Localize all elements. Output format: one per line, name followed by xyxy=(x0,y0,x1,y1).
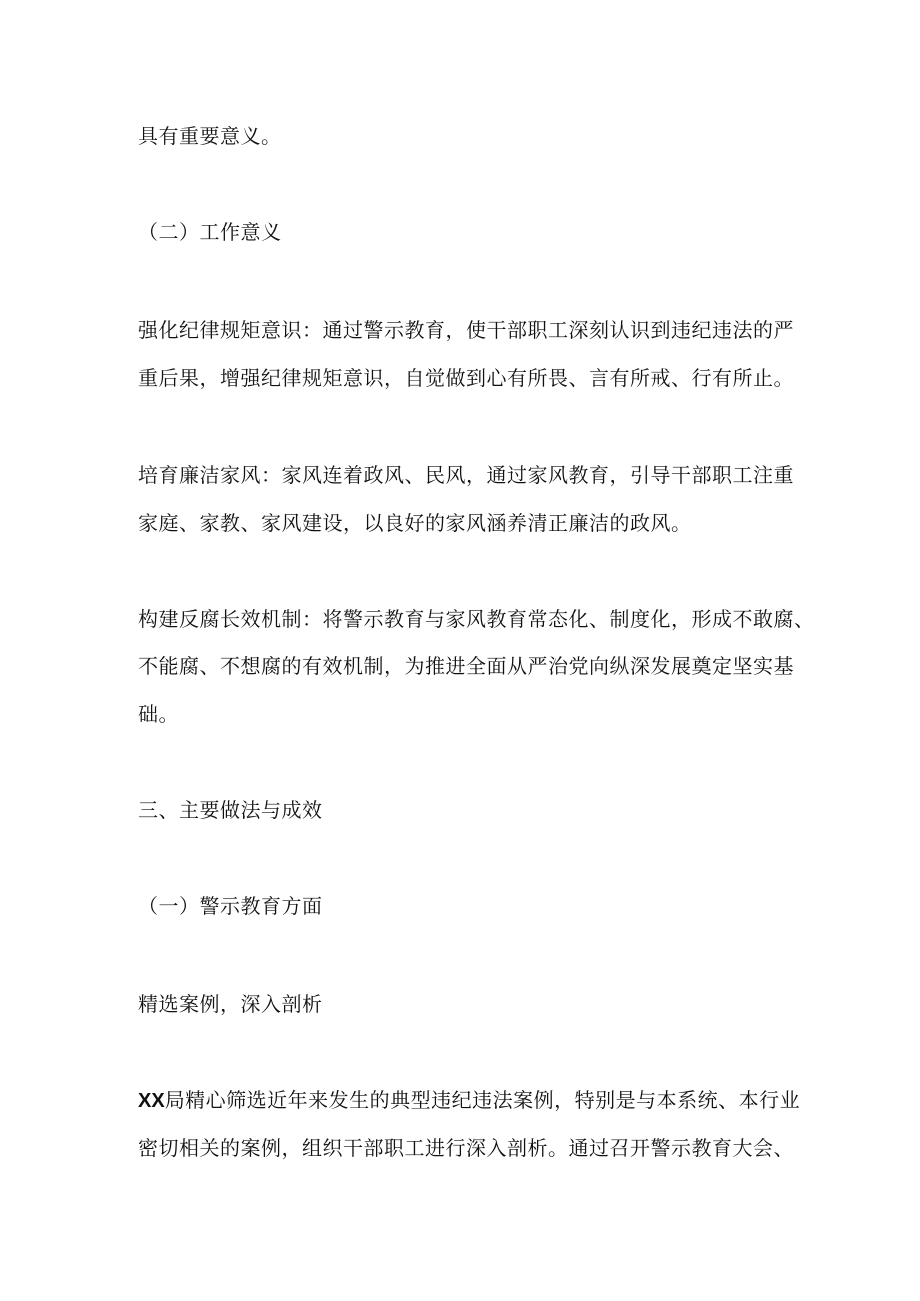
bold-lead-text: XX xyxy=(138,1090,165,1112)
subsection-heading: （二）工作意义 xyxy=(138,220,282,244)
paragraph-line: 不能腐、不想腐的有效机制，为推进全面从严治党向纵深发展奠定坚实基 xyxy=(138,654,794,678)
paragraph-line: 具有重要意义。 xyxy=(138,124,282,148)
paragraph-text: 局精心筛选近年来发生的典型违纪违法案例，特别是与本系统、本行业 xyxy=(164,1088,801,1112)
paragraph-line: 础。 xyxy=(138,702,179,726)
paragraph-line: 家庭、家教、家风建设，以良好的家风涵养清正廉洁的政风。 xyxy=(138,511,692,535)
paragraph-line: 强化纪律规矩意识：通过警示教育，使干部职工深刻认识到违纪违法的严 xyxy=(138,318,794,342)
section-heading: 三、主要做法与成效 xyxy=(138,798,323,822)
paragraph-line: 密切相关的案例，组织干部职工进行深入剖析。通过召开警示教育大会、 xyxy=(138,1136,794,1160)
paragraph-line: 培育廉洁家风：家风连着政风、民风，通过家风教育，引导干部职工注重 xyxy=(138,463,794,487)
paragraph-heading: 精选案例，深入剖析 xyxy=(138,992,323,1016)
subsection-heading: （一）警示教育方面 xyxy=(138,894,323,918)
paragraph-line: 重后果，增强纪律规矩意识，自觉做到心有所畏、言有所戒、行有所止。 xyxy=(138,366,794,390)
paragraph-line: 构建反腐长效机制：将警示教育与家风教育常态化、制度化，形成不敢腐、 xyxy=(138,607,815,631)
paragraph-line xyxy=(138,1086,801,1115)
